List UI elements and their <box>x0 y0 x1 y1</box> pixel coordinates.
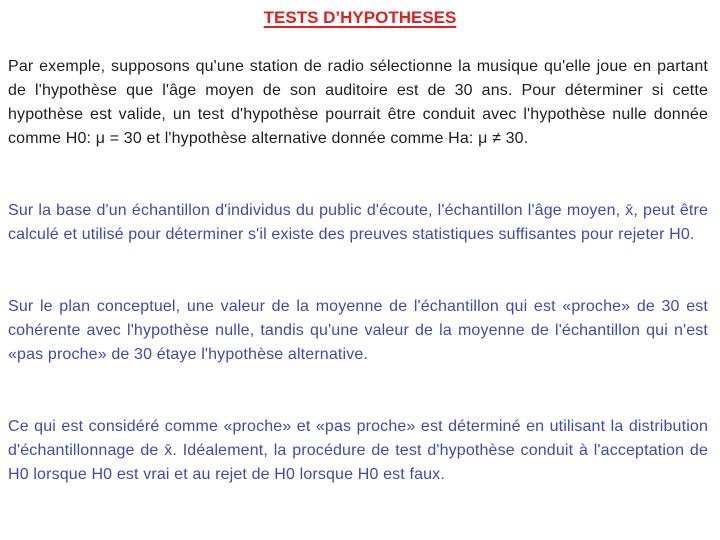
slide-title-text: TESTS D’HYPOTHESES <box>263 8 457 27</box>
paragraph-sample-mean: Sur la base d'un échantillon d'individus du public d'écoute, l'échantillon l'âge moyen, x̄, peut être calculé et utilisé pour déterminer s'il existe des preuves statistiques suffisantes pour rejeter H0. <box>8 202 708 243</box>
slide-title <box>0 7 720 29</box>
paragraph-conceptual: Sur le plan conceptuel, une valeur de la moyenne de l'échantillon qui est «proche» de 30 est cohérente avec l'hypothèse nulle, tandis qu'une valeur de la moyenne de l'échantillon qui n'est «pas proche» de 30 étaye l'hypothèse alternative. <box>8 298 708 363</box>
paragraph-example: Par exemple, supposons qu'une station de radio sélectionne la musique qu'elle joue en partant de l'hypothèse que l'âge moyen de son auditoire est de 30 ans. Pour déterminer si cette hypothèse est valide, un test d'hypothèse pourrait être conduit avec l'hypothèse nulle donnée comme H0: μ = 30 et l'hypothèse alternative donnée comme Ha: μ ≠ 30. <box>8 58 708 147</box>
paragraph-sampling-distribution: Ce qui est considéré comme «proche» et «pas proche» est déterminé en utilisant la distribution d'échantillonnage de x̄. Idéalement, la procédure de test d'hypothèse conduit à l'acceptation de H0 lorsque H0 est vrai et au rejet de H0 lorsque H0 est faux. <box>8 418 708 483</box>
